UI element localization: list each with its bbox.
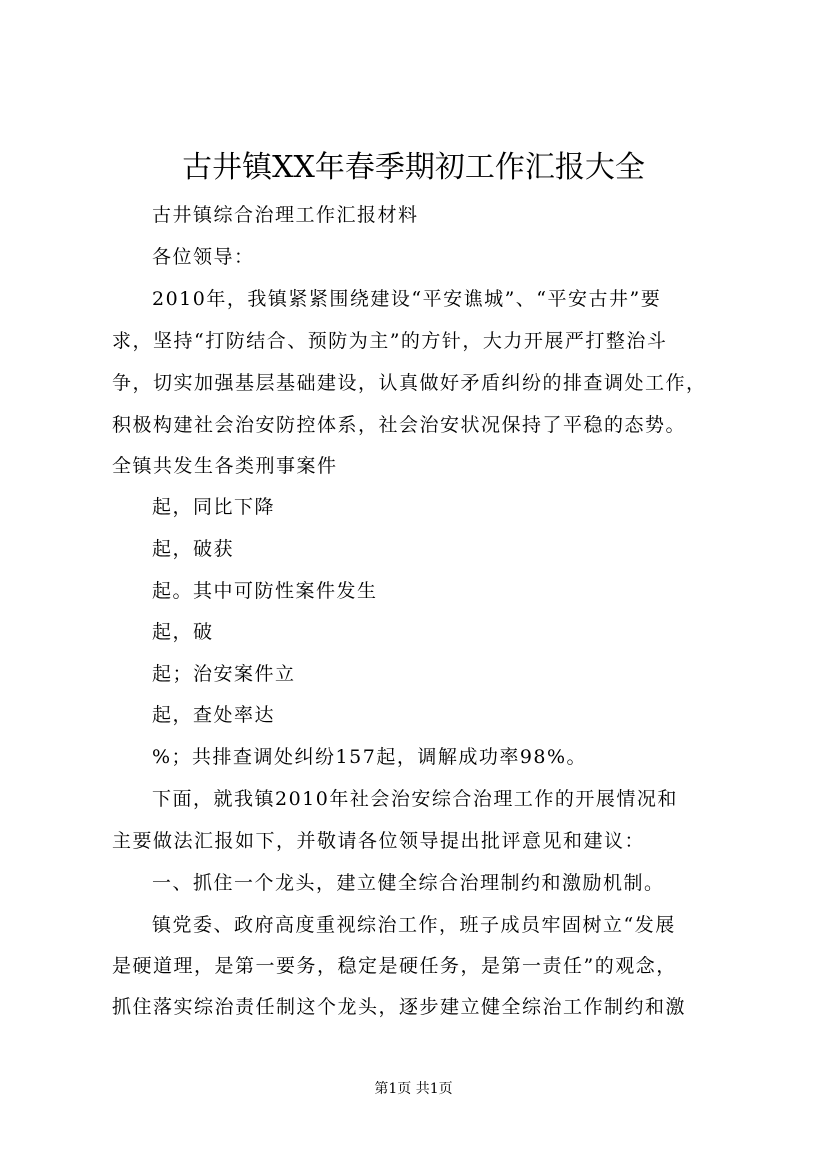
section-heading: 一、抓住一个龙头，建立健全综合治理制约和激励机制。 [152,872,665,894]
paragraph-line: 是硬道理，是第一要务，稳定是硬任务，是第一责任”的观念， [112,955,677,977]
paragraph-line: 主要做法汇报如下，并敬请各位领导提出批评意见和建议： [112,830,646,852]
paragraph-line: 起，同比下降 [152,496,276,518]
page-footer: 第1页 共1页 [374,1081,453,1097]
paragraph-line: 积极构建社会治安防控体系，社会治安状况保持了平稳的态势。 [112,414,687,436]
paragraph-line: 起。其中可防性案件发生 [152,580,378,602]
paragraph-line: 起；治安案件立 [152,663,296,685]
document-title: 古井镇XX年春季期初工作汇报大全 [182,150,645,185]
paragraph-line: 下面，就我镇2010年社会治安综合治理工作的开展情况和 [152,788,678,810]
paragraph-line: 抓住落实综治责任制这个龙头，逐步建立健全综治工作制约和激 [112,996,687,1018]
salutation-line: 各位领导： [152,246,255,268]
paragraph-line: 镇党委、政府高度重视综治工作，班子成员牢固树立“发展 [152,914,676,936]
paragraph-line: 争，切实加强基层基础建设，认真做好矛盾纠纷的排查调处工作， [112,372,707,394]
paragraph-line: 求，坚持“打防结合、预防为主”的方针，大力开展严打整治斗 [112,330,668,352]
subtitle-line: 古井镇综合治理工作汇报材料 [152,204,419,226]
paragraph-line: 起，查处率达 [152,704,276,726]
paragraph-line: %；共排查调处纠纷157起，调解成功率98%。 [152,746,588,768]
paragraph-line: 2010年，我镇紧紧围绕建设“平安谯城”、“平安古井”要 [152,288,662,310]
paragraph-line: 全镇共发生各类刑事案件 [112,455,338,477]
paragraph-line: 起，破 [152,621,214,643]
paragraph-line: 起，破获 [152,538,235,560]
